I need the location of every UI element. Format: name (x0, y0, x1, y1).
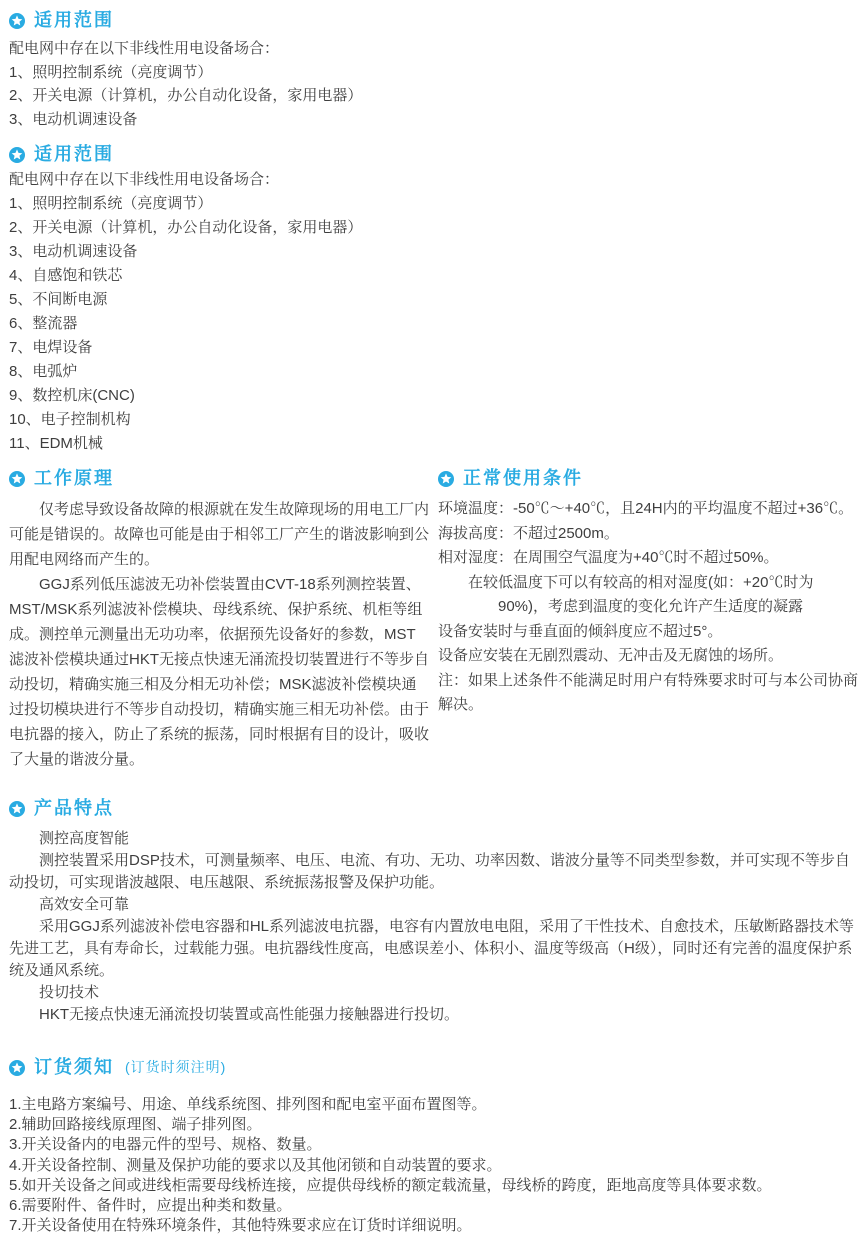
ordering-item: 4.开关设备控制、测量及保护功能的要求以及其他闭锁和自动装置的要求。 (9, 1156, 502, 1174)
feature-heading: 投切技术 (39, 984, 100, 1001)
section-title-text: 适用范围 (34, 144, 114, 164)
ordering-item: 3.开关设备内的电器元件的型号、规格、数量。 (9, 1136, 322, 1154)
section-title-text: 正常使用条件 (463, 468, 583, 488)
principle-paragraph: 仅考虑导致设备故障的根源就在发生故障现场的用电工厂内可能是错误的。故障也可能是由于相邻工厂产生的谐波影响到公用配电网络而产生的。 (9, 501, 430, 568)
scope-intro: 配电网中存在以下非线性用电设备场合： (9, 171, 280, 188)
section-scope-1 (9, 6, 861, 131)
list-item: 5、不间断电源 (9, 291, 108, 308)
list-item: 9、数控机床(CNC) (9, 387, 135, 404)
principle-paragraph: GGJ系列低压滤波无功补偿装置由CVT-18系列测控装置、MST/MSK系列滤波补偿模块、母线系统、保护系统、机柜等组成。测控单元测量出无功功率，依据预先设备好的参数，MST滤波补偿模块通过HKT无接点快速无涌流投切装置进行不等步自动投切，精确实施三相及分相无功补偿；MSK滤波补偿模块通过投切模块进行不等步自动投切，精确实施三相无功补偿。由于电抗器的接入，防止了系统的振荡，同时根据有目的设计，吸收了大量的谐波分量。 (9, 576, 430, 768)
ordering-item: 5.如开关设备之间或进线柜需要母线桥连接，应提供母线桥的额定载流量，母线桥的跨度，距地高度等具体要求数。 (9, 1176, 772, 1194)
ordering-item: 1.主电路方案编号、用途、单线系统图、排列图和配电室平面布置图等。 (9, 1096, 487, 1113)
scope-intro: 配电网中存在以下非线性用电设备场合： (9, 40, 280, 57)
list-item: 3、电动机调速设备 (9, 243, 138, 260)
list-item: 2、开关电源（计算机，办公自动化设备，家用电器） (9, 219, 363, 236)
section-title-text: 工作原理 (34, 468, 114, 488)
list-item: 2、开关电源（计算机，办公自动化设备，家用电器） (9, 87, 363, 104)
section-title (438, 468, 861, 489)
section-ordering-notes (9, 1057, 861, 1236)
list-item: 10、电子控制机构 (9, 411, 131, 428)
section-normal-conditions (438, 468, 861, 772)
section-title-text: 适用范围 (34, 10, 114, 30)
feature-heading: 测控高度智能 (39, 830, 130, 847)
star-circle-icon (9, 147, 25, 163)
condition-line: 设备应安装在无剧烈震动、无冲击及无腐蚀的场所。 (438, 647, 784, 664)
feature-body: 采用GGJ系列滤波补偿电容器和HL系列滤波电抗器，电容有内置放电电阻，采用了干性技术、自愈技术，压敏断路器技术等先进工艺，具有寿命长，过载能力强。电抗器线性度高，电感误差小、体积小、温度等级高（H级），同时还有完善的温度保护系统及通风系统。 (9, 918, 855, 979)
feature-body: 测控装置采用DSP技术，可测量频率、电压、电流、有功、无功、功率因数、谐波分量等不同类型参数，并可实现不等步自动投切，可实现谐波越限、电压越限、系统振荡报警及保护功能。 (9, 852, 850, 891)
list-item: 1、照明控制系统（亮度调节） (9, 195, 213, 212)
list-item: 8、电弧炉 (9, 363, 78, 380)
condition-line: 在较低温度下可以有较高的相对湿度(如：+20℃时为90%)，考虑到温度的变化允许产生适度的凝露 (468, 573, 814, 615)
list-item: 6、整流器 (9, 315, 78, 332)
section-title (9, 468, 430, 489)
list-item: 7、电焊设备 (9, 339, 93, 356)
ordering-item: 7.开关设备使用在特殊环境条件，其他特殊要求应在订货时详细说明。 (9, 1217, 472, 1235)
list-item: 1、照明控制系统（亮度调节） (9, 63, 213, 81)
section-title-text: 订货须知 (34, 1057, 114, 1077)
section-title (9, 1057, 861, 1078)
section-scope-2 (9, 144, 861, 456)
feature-body: HKT无接点快速无涌流投切装置或高性能强力接触器进行投切。 (39, 1006, 460, 1023)
section-title-text: 产品特点 (34, 798, 114, 818)
list-item: 3、电动机调速设备 (9, 110, 138, 128)
list-item: 4、自感饱和铁芯 (9, 267, 123, 284)
section-working-principle (9, 468, 430, 772)
star-circle-icon (438, 471, 454, 487)
section-title (9, 144, 861, 165)
feature-heading: 高效安全可靠 (39, 896, 130, 913)
section-title (9, 798, 861, 819)
condition-line: 相对湿度：在周围空气温度为+40℃时不超过50%。 (438, 549, 779, 566)
star-circle-icon (9, 1060, 25, 1076)
condition-line: 环境温度：-50℃～+40℃，且24H内的平均温度不超过+36℃。 (438, 500, 854, 517)
two-column-area (9, 468, 861, 772)
ordering-item: 2.辅助回路接线原理图、端子排列图。 (9, 1116, 262, 1134)
star-circle-icon (9, 471, 25, 487)
star-circle-icon (9, 13, 25, 29)
condition-line: 注：如果上述条件不能满足时用户有特殊要求时可与本公司协商解决。 (438, 671, 859, 713)
section-product-features (9, 798, 861, 1026)
ordering-item: 6.需要附件、备件时，应提出种类和数量。 (9, 1197, 292, 1215)
star-circle-icon (9, 801, 25, 817)
condition-line: 设备安装时与垂直面的倾斜度应不超过5°。 (438, 622, 723, 640)
list-item: 11、EDM机械 (9, 435, 103, 452)
section-subtitle: (订货时须注明) (125, 1059, 227, 1075)
condition-line: 海拔高度：不超过2500m。 (438, 524, 619, 542)
section-title (9, 10, 861, 31)
